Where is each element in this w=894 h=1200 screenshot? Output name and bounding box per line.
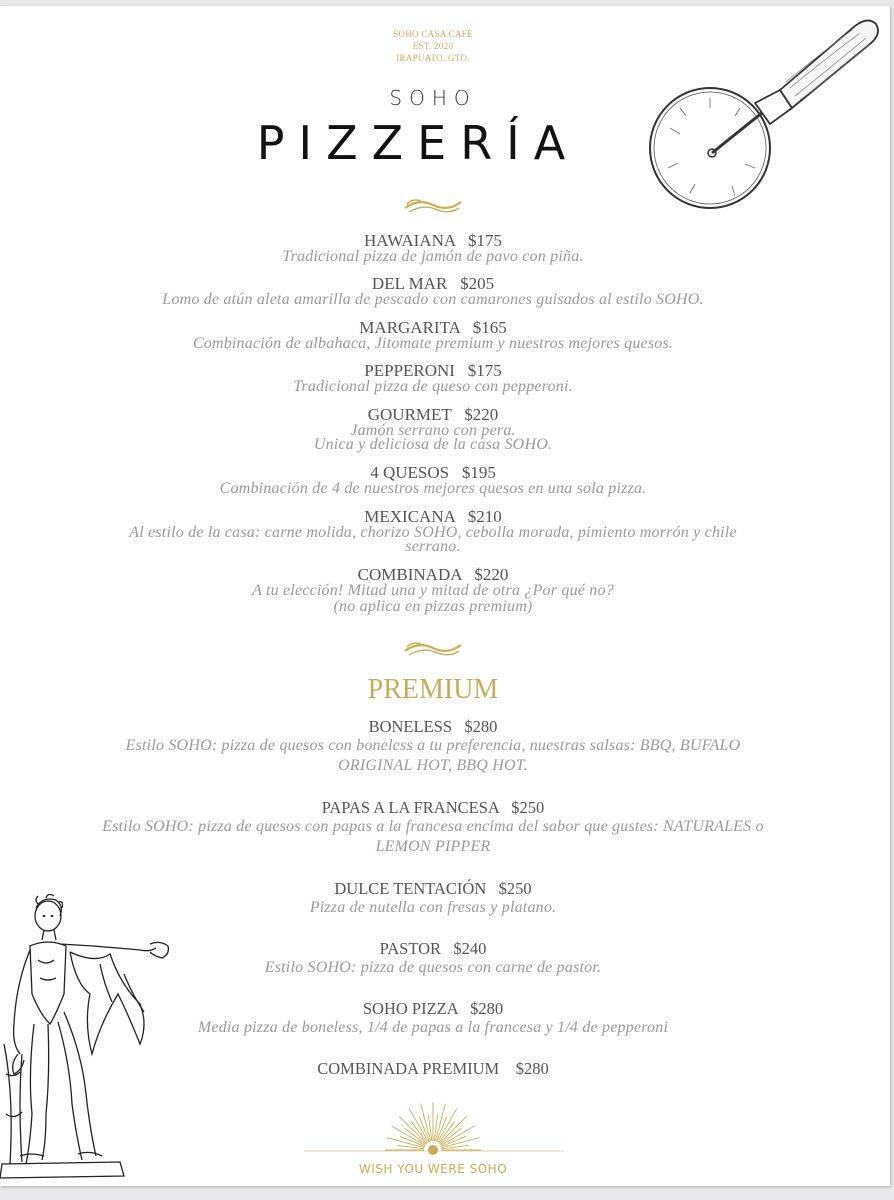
item-head: COMBINADA PREMIUM $280 (317, 1059, 549, 1078)
item-desc: Al estilo de la casa: carne molida, chorizo SOHO, cebolla morada, pimiento morrón y chile (129, 524, 737, 541)
item-desc: LEMON PIPPER (375, 838, 491, 855)
item-head: HAWAIANA $175 (364, 231, 502, 250)
item-head: BONELESS $280 (368, 717, 498, 736)
item-desc: Estilo SOHO: pizza de quesos con carne de pastor. (264, 959, 602, 976)
item-desc: Tradicional pizza de jamón de pavo con piña. (282, 248, 584, 265)
item-head: DULCE TENTACIÓN $250 (334, 879, 532, 898)
established-text: EST. 2020 (412, 41, 454, 51)
pizza-cutter-icon (640, 8, 890, 218)
item-desc: Estilo SOHO: pizza de quesos con papas a la francesa encima del sabor que gustes: NATURALES o (102, 818, 764, 835)
page-title: PIZZERÍA (256, 116, 580, 170)
item-desc: (no aplica en pizzas premium) (333, 598, 533, 615)
item-head: PAPAS A LA FRANCESA $250 (321, 798, 545, 817)
item-desc: Combinación de albahaca, Jitomate premium y nuestros mejores quesos. (192, 335, 674, 352)
item-desc: Combinación de 4 de nuestros mejores quesos en una sola pizza. (219, 480, 647, 497)
item-desc: Lomo de atún aleta amarilla de pescado con camarones guisados al estilo SOHO. (162, 291, 704, 308)
item-head: MARGARITA $165 (359, 318, 507, 337)
menu-item-combinada (60, 565, 806, 614)
statue-illustration-icon (0, 894, 180, 1186)
menu-item-del-mar (60, 274, 806, 307)
sunburst-icon (304, 1098, 564, 1158)
menu-item-papas (60, 798, 806, 857)
item-head: PEPPERONI $175 (364, 361, 502, 380)
brand-name: SOHO (389, 86, 477, 110)
item-desc: Estilo SOHO: pizza de quesos con boneless a tu preferencia, nuestras salsas: BBQ, BUFALO (125, 737, 741, 754)
item-desc: Pizza de nutella con fresas y platano. (309, 899, 557, 916)
item-desc: Unica y deliciosa de la casa SOHO. (313, 436, 553, 453)
menu-item-gourmet (60, 405, 806, 452)
item-head: SOHO PIZZA $280 (362, 999, 504, 1018)
item-desc: Tradicional pizza de queso con pepperoni. (293, 378, 573, 395)
item-head: GOURMET $220 (367, 405, 499, 424)
item-desc: Jamón serrano con pera. (350, 422, 516, 439)
item-desc: A tu elección! Mitad una y mitad de otra ¿Por qué no? (252, 582, 614, 599)
item-head: PASTOR $240 (379, 939, 487, 958)
item-desc: ORIGINAL HOT, BBQ HOT. (338, 757, 528, 774)
flourish-ornament-icon (403, 196, 463, 218)
item-head: COMBINADA $220 (357, 565, 509, 584)
item-desc: serrano. (405, 538, 461, 555)
item-head: DEL MAR $205 (371, 274, 495, 293)
menu-item-margarita (60, 318, 806, 351)
menu-item-boneless (60, 717, 806, 776)
item-head: 4 QUESOS $195 (370, 463, 496, 482)
menu-item-hawaiana (60, 231, 806, 264)
menu-item-mexicana (60, 507, 806, 554)
menu-item-pepperoni (60, 361, 806, 394)
flourish-ornament-icon (403, 639, 463, 661)
location-text: IRAPUATO, GTO. (396, 53, 470, 63)
item-head: MEXICANA $210 (364, 507, 502, 526)
cafe-name: SOHO CASA CAFÉ (393, 29, 473, 39)
footer-slogan: WISH YOU WERE SOHO (358, 1162, 508, 1176)
premium-section-title: PREMIUM (367, 674, 499, 705)
item-desc: Media pizza de boneless, 1/4 de papas a la francesa y 1/4 de pepperoni (197, 1019, 669, 1036)
menu-page (0, 6, 890, 1186)
menu-item-4-quesos (60, 463, 806, 496)
